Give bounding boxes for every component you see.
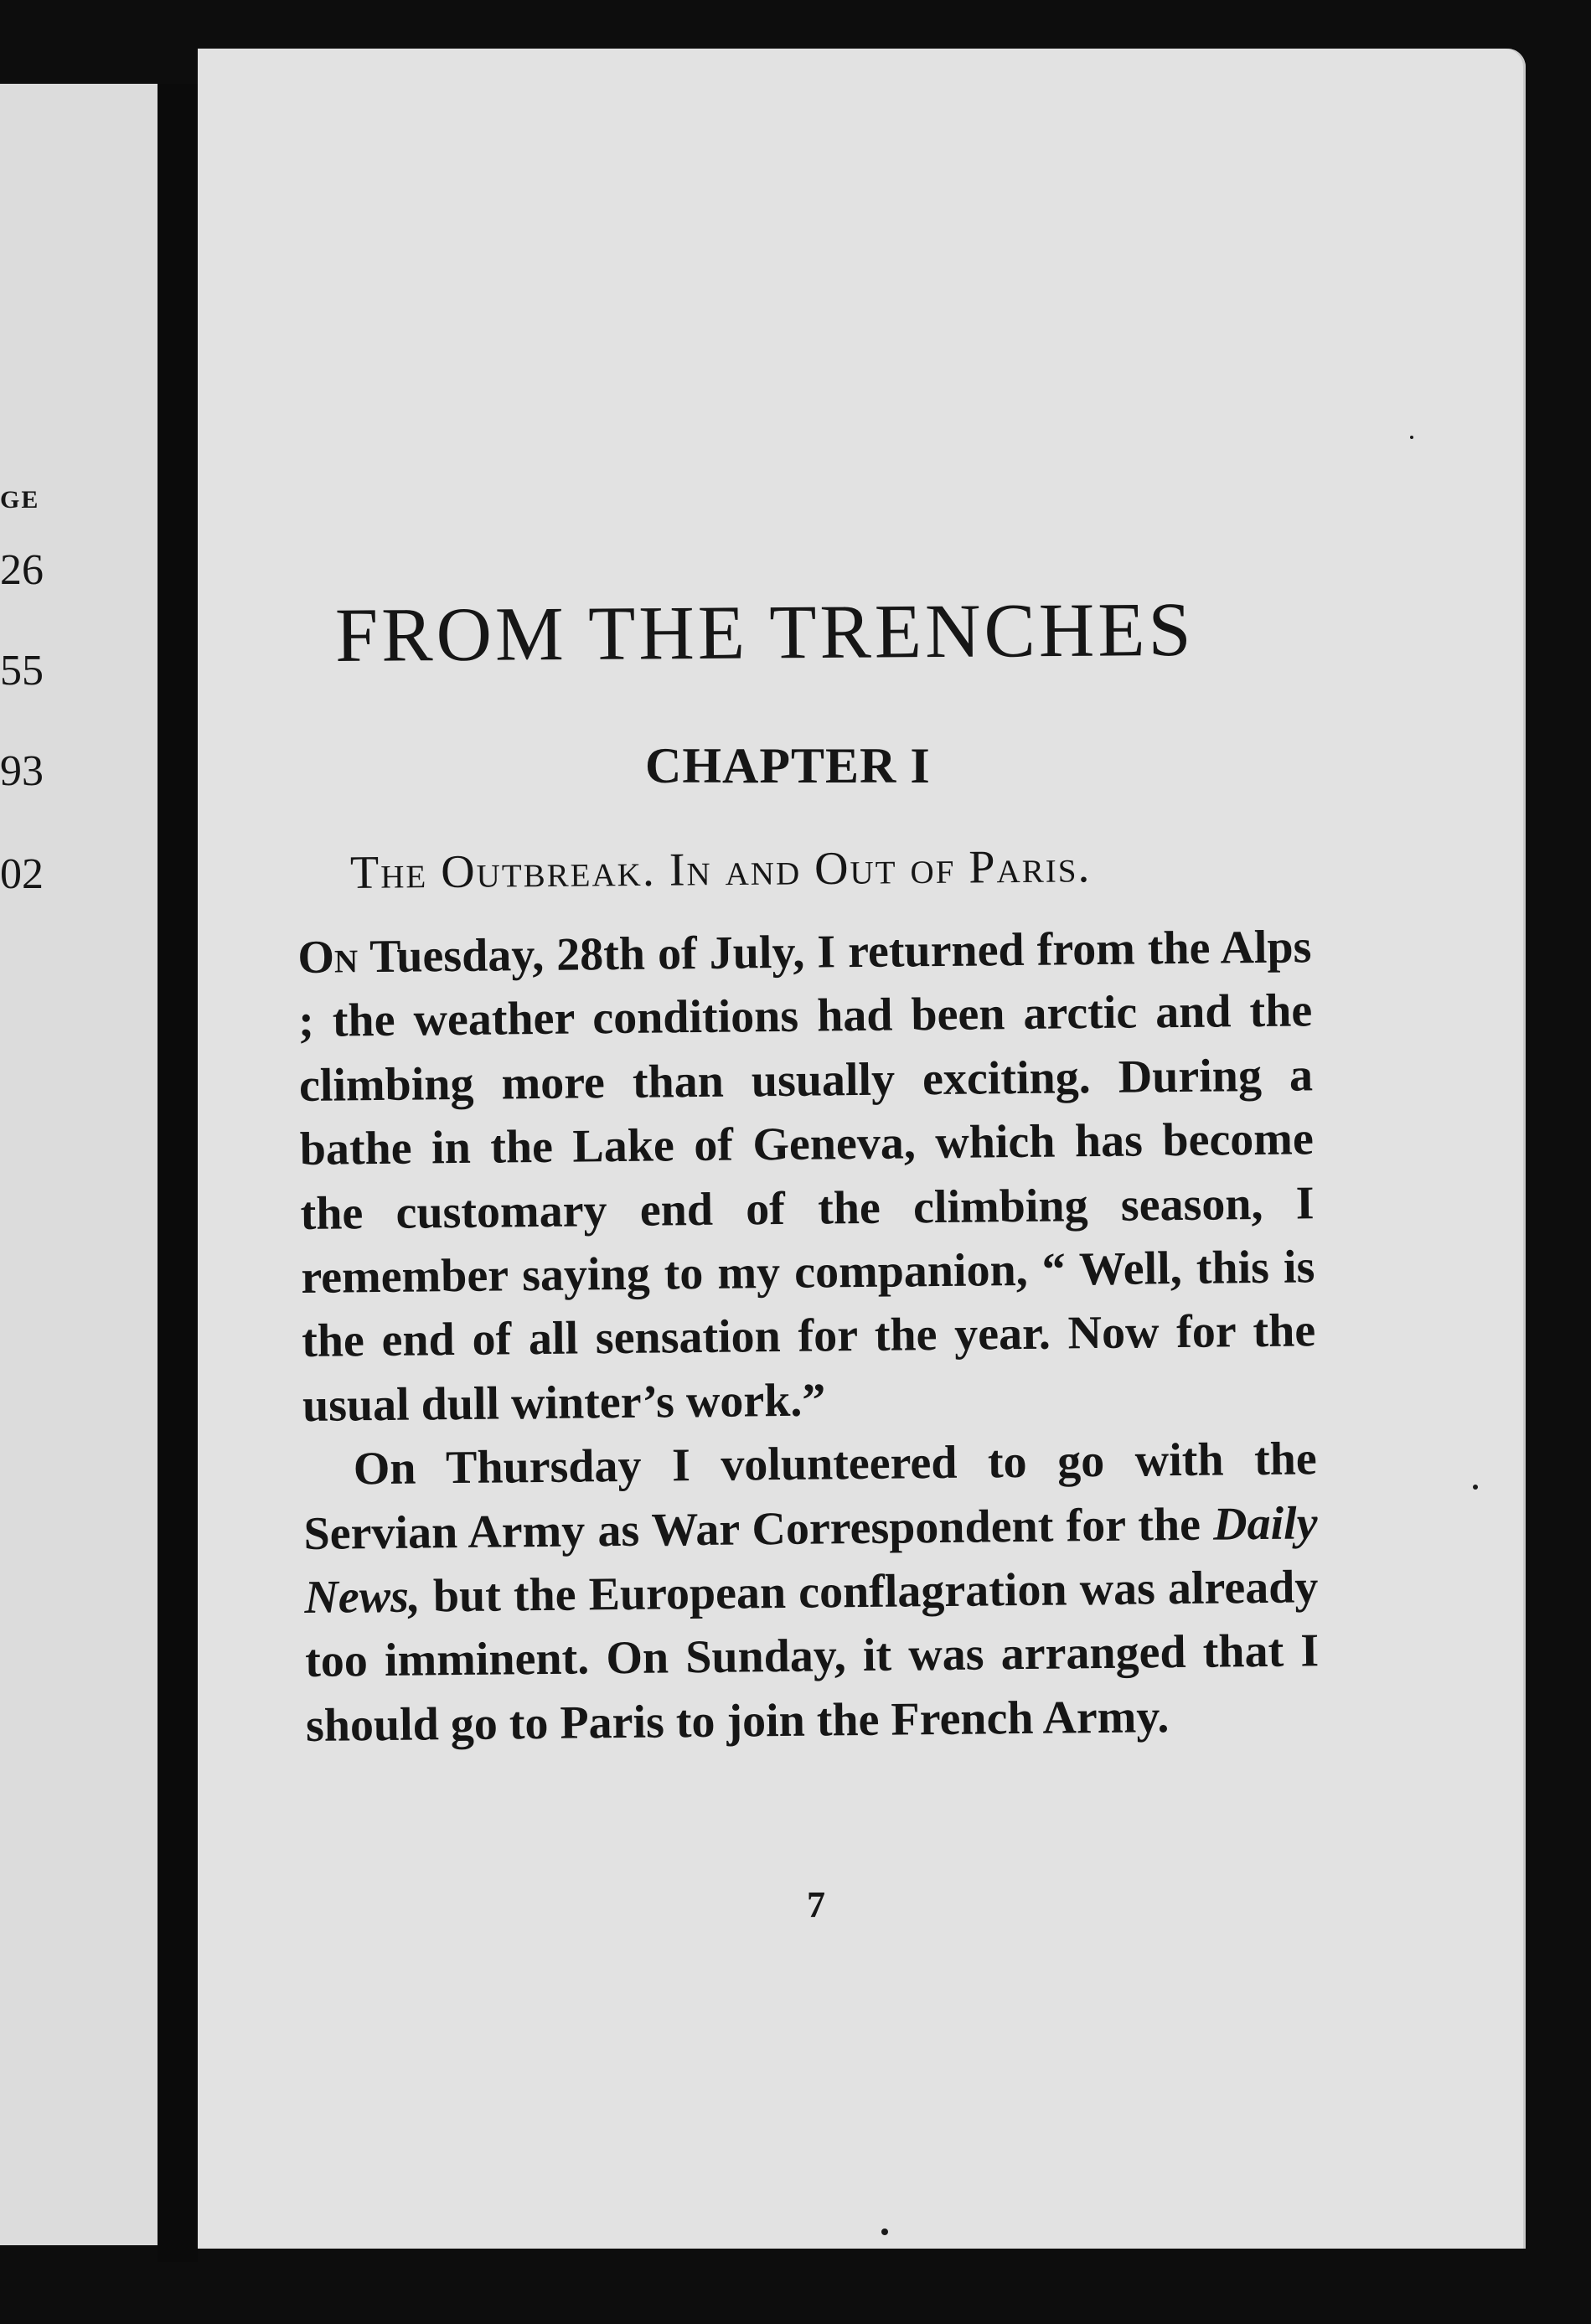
toc-page-number: 93: [0, 747, 44, 795]
paper-speck: [881, 2228, 888, 2235]
page-number: 7: [807, 1884, 825, 1925]
body-text: [297, 915, 1320, 1758]
toc-page-number: 26: [0, 546, 44, 594]
paragraph-text: On Thursday I volunteered to go with the Servian Army as War Correspondent for the: [303, 1433, 1318, 1560]
chapter-heading: CHAPTER I: [645, 738, 931, 793]
paragraph-text: but the European conflagration was already too imminent. On Sunday, it was arranged that I should go to Paris to join the French Army.: [304, 1561, 1320, 1752]
paper-speck: [1473, 1485, 1478, 1490]
paragraph: [297, 915, 1316, 1438]
toc-page-number: 55: [0, 647, 44, 695]
book-title: FROM THE TRENCHES: [334, 586, 1195, 678]
paragraph: [302, 1428, 1320, 1758]
book-gutter: [158, 84, 198, 2262]
newspaper-title: Daily News,: [304, 1496, 1318, 1624]
chapter-subtitle: The Outbreak. In and Out of Paris.: [349, 840, 1092, 899]
paper-speck: [1410, 436, 1413, 439]
drop-word: On: [297, 931, 359, 984]
toc-header: GE: [0, 486, 40, 514]
toc-page-number: 02: [0, 850, 44, 898]
paragraph-text: Tuesday, 28th of July, I returned from the Alps ; the weather conditions had been arctic and the climbing more than usually exciting. During a bathe in the Lake of Geneva, which has become the customary end of the climbing season, I remember saying to my companion, “ Well, this is the end of all sensation for the year. Now for the usual dull winter’s work.”: [297, 921, 1316, 1432]
facing-page: [0, 84, 158, 2245]
